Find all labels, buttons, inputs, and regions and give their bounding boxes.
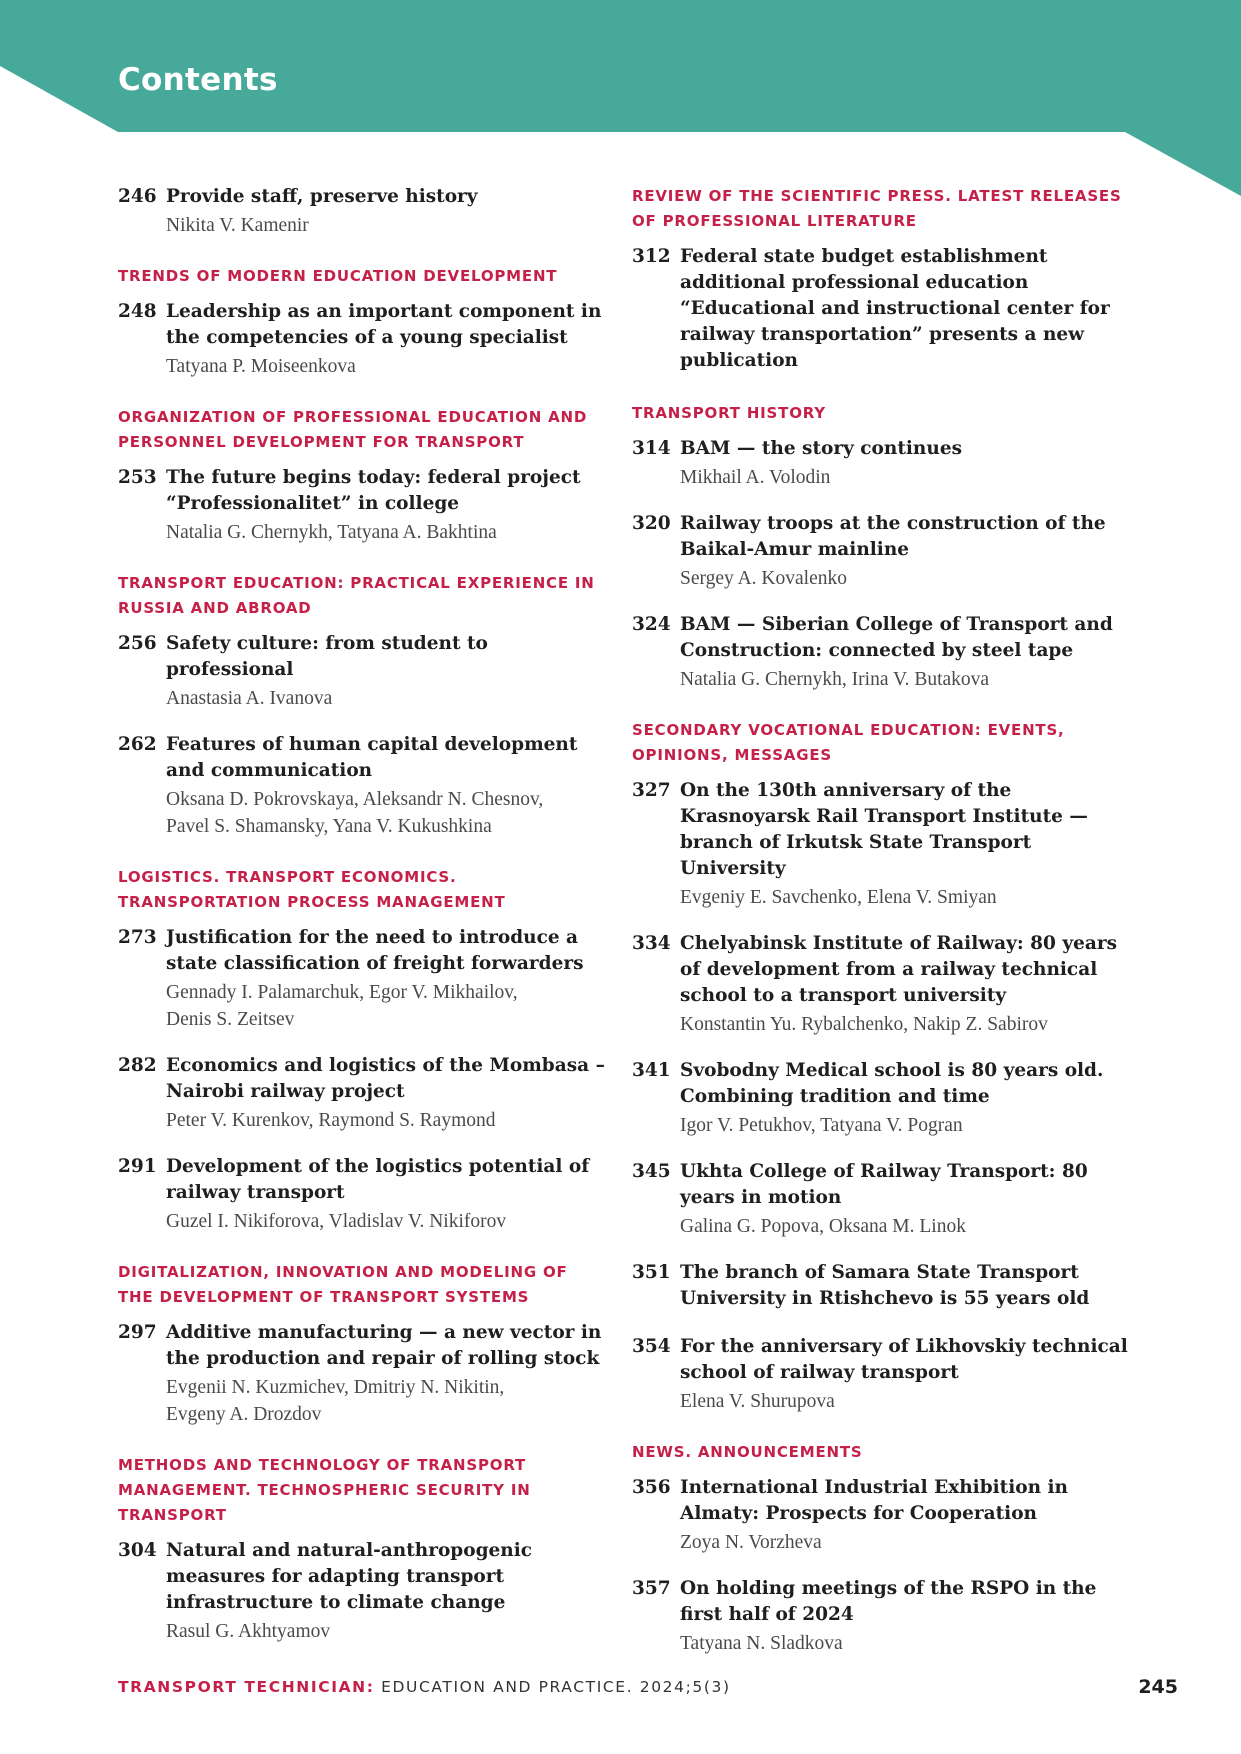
entry-authors: Evgenii N. Kuzmichev, Dmitriy N. Nikitin, <box>166 1377 505 1398</box>
entry-authors: Igor V. Petukhov, Tatyana V. Pogran <box>680 1115 963 1136</box>
toc-entry[interactable] <box>118 732 608 838</box>
toc-section <box>632 184 1132 374</box>
toc-section <box>632 1440 1132 1655</box>
entry-title[interactable]: Chelyabinsk Institute of Railway: 80 years of development from a railway technical school to a transport university <box>680 933 1118 1006</box>
entry-page-number: 282 <box>118 1055 157 1076</box>
toc-entry[interactable] <box>118 1320 608 1426</box>
header-banner <box>0 0 1241 210</box>
entry-body <box>680 1260 1132 1312</box>
entry-page-number: 354 <box>632 1336 671 1357</box>
toc-entry[interactable] <box>632 1260 1132 1312</box>
page-footer <box>118 1674 1178 1700</box>
entry-page-number: 334 <box>632 933 671 954</box>
entry-page-number: 273 <box>118 927 157 948</box>
entry-title[interactable]: The future begins today: federal project “Professionalitet” in college <box>166 467 581 514</box>
toc-entry[interactable] <box>632 1475 1132 1554</box>
entry-page-number: 327 <box>632 780 671 801</box>
entry-authors: Rasul G. Akhtyamov <box>166 1621 331 1642</box>
page-number: 245 <box>1138 1676 1178 1698</box>
toc-left-column <box>118 184 608 1670</box>
toc-entry[interactable] <box>632 511 1132 590</box>
toc-entry[interactable] <box>632 1334 1132 1413</box>
toc-entry[interactable] <box>632 1058 1132 1137</box>
entry-authors: Gennady I. Palamarchuk, Egor V. Mikhailov, <box>166 982 518 1003</box>
page-title: Contents <box>118 62 278 98</box>
entry-page-number: 320 <box>632 513 671 534</box>
section-heading: SECONDARY VOCATIONAL EDUCATION: EVENTS, OPINIONS, MESSAGES <box>632 721 1065 764</box>
toc-entry[interactable] <box>632 612 1132 691</box>
toc-section <box>118 1260 608 1426</box>
entry-title[interactable]: International Industrial Exhibition in Almaty: Prospects for Cooperation <box>680 1477 1068 1524</box>
section-heading: ORGANIZATION OF PROFESSIONAL EDUCATION AND PERSONNEL DEVELOPMENT FOR TRANSPORT <box>118 408 588 451</box>
entry-title[interactable]: The branch of Samara State Transport University in Rtishchevo is 55 years old <box>680 1262 1090 1309</box>
entry-authors: Anastasia A. Ivanova <box>166 688 333 709</box>
entry-body <box>166 1053 608 1132</box>
toc-entry[interactable] <box>118 1053 608 1132</box>
entry-body <box>680 1576 1132 1655</box>
section-heading: DIGITALIZATION, INNOVATION AND MODELING OF THE DEVELOPMENT OF TRANSPORT SYSTEMS <box>118 1263 568 1306</box>
toc-section <box>118 1453 608 1643</box>
toc-section <box>118 405 608 544</box>
toc-entry[interactable] <box>118 1538 608 1643</box>
entry-body <box>166 631 608 710</box>
entry-authors: Evgeny A. Drozdov <box>166 1404 322 1425</box>
toc-entry[interactable] <box>118 631 608 710</box>
entry-title[interactable]: Railway troops at the construction of the Baikal-Amur mainline <box>680 513 1106 560</box>
entry-page-number: 248 <box>118 301 157 322</box>
toc-entry[interactable] <box>118 1154 608 1233</box>
entry-title[interactable]: BAM — Siberian College of Transport and Construction: connected by steel tape <box>680 614 1113 661</box>
entry-body <box>166 1320 608 1426</box>
toc-entry[interactable] <box>118 184 608 237</box>
entry-title[interactable]: Svobodny Medical school is 80 years old. Combining tradition and time <box>680 1060 1104 1107</box>
entry-page-number: 357 <box>632 1578 671 1599</box>
toc-right-column <box>632 184 1132 1682</box>
entry-authors: Oksana D. Pokrovskaya, Aleksandr N. Chesnov, <box>166 789 544 810</box>
entry-body <box>166 1154 608 1233</box>
entry-page-number: 324 <box>632 614 671 635</box>
toc-entry[interactable] <box>118 465 608 544</box>
section-heading: LOGISTICS. TRANSPORT ECONOMICS. TRANSPORTATION PROCESS MANAGEMENT <box>118 868 506 911</box>
entry-page-number: 314 <box>632 438 671 459</box>
toc-entry[interactable] <box>632 931 1132 1036</box>
entry-authors: Peter V. Kurenkov, Raymond S. Raymond <box>166 1110 496 1131</box>
entry-body <box>680 244 1132 374</box>
section-heading: TRENDS OF MODERN EDUCATION DEVELOPMENT <box>118 267 558 285</box>
entry-body <box>680 436 1132 489</box>
entry-title[interactable]: On holding meetings of the RSPO in the first half of 2024 <box>680 1578 1097 1625</box>
journal-citation <box>118 1678 731 1696</box>
entry-body <box>680 1159 1132 1238</box>
entry-title[interactable]: Federal state budget establishment additional professional education “Educational and instructional center for railway transportation” presents a new publication <box>680 246 1110 371</box>
toc-section <box>118 571 608 838</box>
entry-authors: Elena V. Shurupova <box>680 1391 835 1412</box>
section-heading: TRANSPORT HISTORY <box>632 404 826 422</box>
entry-page-number: 253 <box>118 467 157 488</box>
entry-page-number: 291 <box>118 1156 157 1177</box>
entry-page-number: 246 <box>118 186 157 207</box>
toc-section <box>118 865 608 1233</box>
section-heading: METHODS AND TECHNOLOGY OF TRANSPORT MANAGEMENT. TECHNOSPHERIC SECURITY IN TRANSPORT <box>118 1456 531 1524</box>
entry-page-number: 304 <box>118 1540 157 1561</box>
entry-page-number: 297 <box>118 1322 157 1343</box>
entry-title[interactable]: Leadership as an important component in the competencies of a young specialist <box>166 301 602 348</box>
toc-entry[interactable] <box>632 1159 1132 1238</box>
entry-page-number: 256 <box>118 633 157 654</box>
entry-body <box>680 511 1132 590</box>
toc-section <box>632 401 1132 691</box>
entry-page-number: 312 <box>632 246 671 267</box>
entry-body <box>166 925 608 1031</box>
journal-issue: EDUCATION AND PRACTICE. 2024;5(3) <box>374 1678 731 1696</box>
toc-entry[interactable] <box>632 244 1132 374</box>
header-band-shape <box>0 0 1241 210</box>
entry-authors: Galina G. Popova, Oksana M. Linok <box>680 1216 966 1237</box>
entry-body <box>166 184 608 237</box>
entry-body <box>680 1058 1132 1137</box>
entry-page-number: 345 <box>632 1161 671 1182</box>
entry-authors: Natalia G. Chernykh, Tatyana A. Bakhtina <box>166 522 497 543</box>
entry-title[interactable]: Natural and natural-anthropogenic measures for adapting transport infrastructure to climate change <box>166 1540 533 1613</box>
toc-entry[interactable] <box>632 1576 1132 1655</box>
entry-authors: Mikhail A. Volodin <box>680 467 831 488</box>
toc-section <box>632 718 1132 1413</box>
toc-entry[interactable] <box>632 436 1132 489</box>
entry-body <box>680 1475 1132 1554</box>
entry-body <box>166 465 608 544</box>
entry-authors: Nikita V. Kamenir <box>166 215 309 236</box>
entry-body <box>680 1334 1132 1413</box>
entry-title[interactable]: On the 130th anniversary of the Krasnoyarsk Rail Transport Institute — branch of Irkutsk State Transport University <box>680 780 1088 879</box>
entry-title[interactable]: Development of the logistics potential of railway transport <box>166 1156 590 1203</box>
toc-entry[interactable] <box>118 925 608 1031</box>
entry-title[interactable]: BAM — the story continues <box>680 438 963 459</box>
entry-authors: Natalia G. Chernykh, Irina V. Butakova <box>680 669 990 690</box>
entry-title[interactable]: Ukhta College of Railway Transport: 80 years in motion <box>680 1161 1088 1208</box>
entry-authors: Sergey A. Kovalenko <box>680 568 847 589</box>
entry-body <box>166 1538 608 1643</box>
entry-authors: Konstantin Yu. Rybalchenko, Nakip Z. Sabirov <box>680 1014 1048 1035</box>
entry-title[interactable]: Provide staff, preserve history <box>166 186 478 207</box>
entry-body <box>166 299 608 378</box>
toc-section <box>118 184 608 237</box>
entry-authors: Evgeniy E. Savchenko, Elena V. Smiyan <box>680 887 997 908</box>
section-heading: NEWS. ANNOUNCEMENTS <box>632 1443 863 1461</box>
entry-title[interactable]: Safety culture: from student to professional <box>166 633 488 680</box>
entry-body <box>166 732 608 838</box>
entry-authors: Pavel S. Shamansky, Yana V. Kukushkina <box>166 816 492 837</box>
entry-title[interactable]: Features of human capital development and communication <box>166 734 578 781</box>
journal-name: TRANSPORT TECHNICIAN: <box>118 1678 375 1696</box>
entry-authors: Tatyana N. Sladkova <box>680 1633 843 1654</box>
entry-body <box>680 931 1132 1036</box>
entry-title[interactable]: Justification for the need to introduce a state classification of freight forwarders <box>166 927 584 974</box>
entry-page-number: 356 <box>632 1477 671 1498</box>
entry-authors: Zoya N. Vorzheva <box>680 1532 822 1553</box>
entry-authors: Guzel I. Nikiforova, Vladislav V. Nikiforov <box>166 1211 507 1232</box>
entry-page-number: 351 <box>632 1262 671 1283</box>
entry-body <box>680 778 1132 909</box>
toc-section <box>118 264 608 378</box>
entry-authors: Tatyana P. Moiseenkova <box>166 356 356 377</box>
toc-entry[interactable] <box>632 778 1132 909</box>
section-heading: REVIEW OF THE SCIENTIFIC PRESS. LATEST RELEASES OF PROFESSIONAL LITERATURE <box>632 187 1122 230</box>
entry-body <box>680 612 1132 691</box>
section-heading: TRANSPORT EDUCATION: PRACTICAL EXPERIENCE IN RUSSIA AND ABROAD <box>118 574 595 617</box>
toc-entry[interactable] <box>118 299 608 378</box>
entry-authors: Denis S. Zeitsev <box>166 1009 295 1030</box>
entry-page-number: 262 <box>118 734 157 755</box>
entry-title[interactable]: Economics and logistics of the Mombasa – Nairobi railway project <box>166 1055 605 1102</box>
entry-title[interactable]: For the anniversary of Likhovskiy technical school of railway transport <box>680 1336 1128 1383</box>
entry-title[interactable]: Additive manufacturing — a new vector in the production and repair of rolling stock <box>166 1322 602 1369</box>
entry-page-number: 341 <box>632 1060 671 1081</box>
